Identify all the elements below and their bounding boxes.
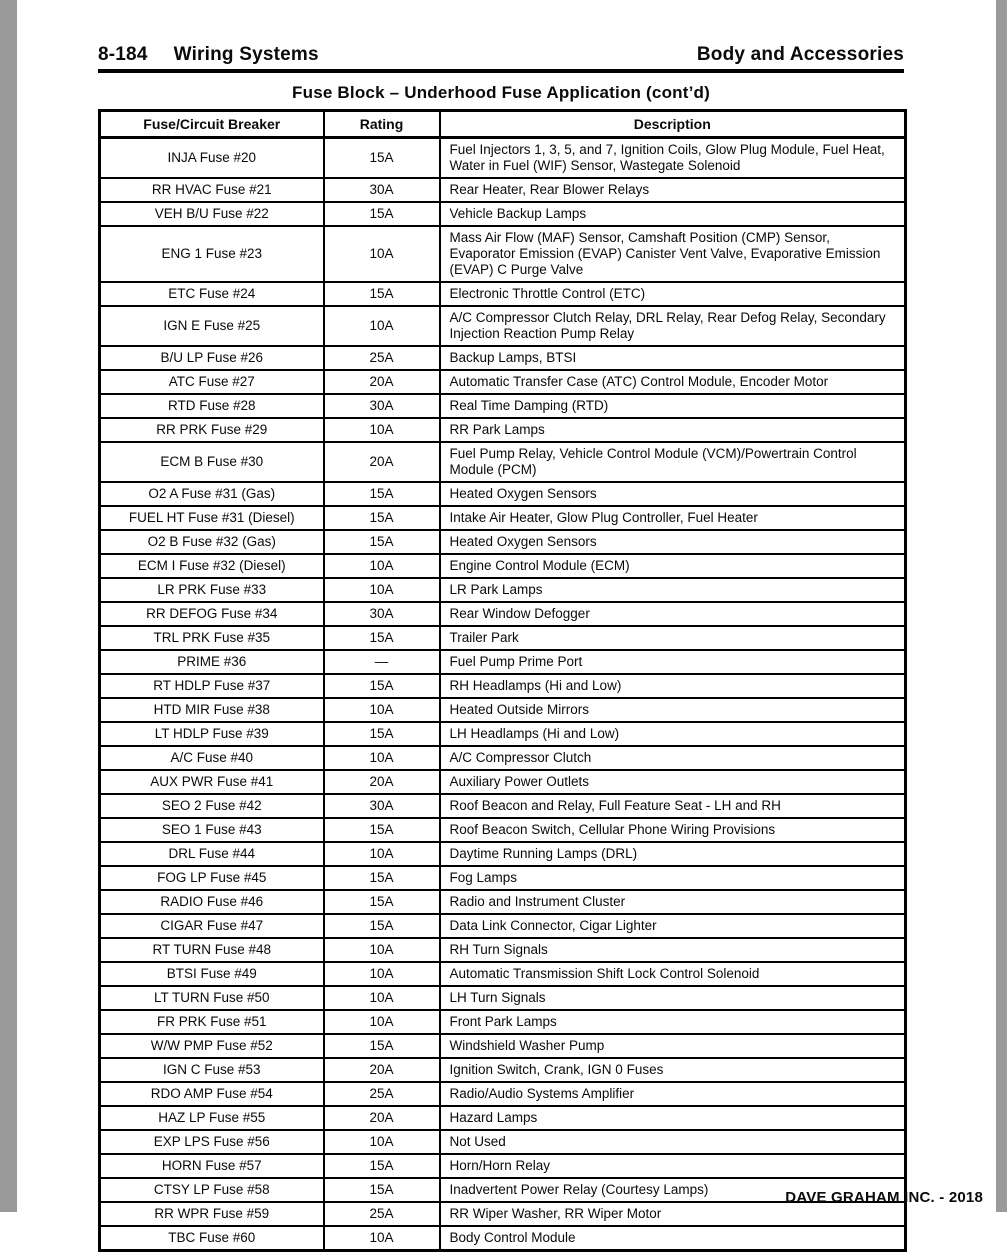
fuse-cell: IGN C Fuse #53 xyxy=(100,1058,324,1082)
rating-cell: 10A xyxy=(324,842,440,866)
table-row xyxy=(100,226,906,282)
table-row xyxy=(100,1082,906,1106)
fuse-cell: LT HDLP Fuse #39 xyxy=(100,722,324,746)
rating-cell: 15A xyxy=(324,282,440,306)
desc-cell: Real Time Damping (RTD) xyxy=(440,394,906,418)
table-row xyxy=(100,842,906,866)
fuse-cell: CIGAR Fuse #47 xyxy=(100,914,324,938)
rating-cell: 10A xyxy=(324,418,440,442)
fuse-cell: PRIME #36 xyxy=(100,650,324,674)
fuse-cell: FOG LP Fuse #45 xyxy=(100,866,324,890)
fuse-cell: FR PRK Fuse #51 xyxy=(100,1010,324,1034)
rating-cell: 10A xyxy=(324,1130,440,1154)
table-row xyxy=(100,938,906,962)
rating-cell: 30A xyxy=(324,394,440,418)
rating-cell: 15A xyxy=(324,202,440,226)
rating-cell: 10A xyxy=(324,1226,440,1251)
fuse-cell: SEO 2 Fuse #42 xyxy=(100,794,324,818)
page-header xyxy=(98,44,904,66)
rating-cell: 10A xyxy=(324,962,440,986)
header-right: Body and Accessories xyxy=(696,44,904,65)
rating-cell: 10A xyxy=(324,578,440,602)
rating-cell: 15A xyxy=(324,1154,440,1178)
rating-cell: 10A xyxy=(324,746,440,770)
rating-cell: 10A xyxy=(324,986,440,1010)
page-content xyxy=(98,44,904,1252)
desc-cell: RR Park Lamps xyxy=(440,418,906,442)
header-rule xyxy=(98,69,904,73)
table-row xyxy=(100,306,906,346)
desc-cell: Rear Window Defogger xyxy=(440,602,906,626)
table-row xyxy=(100,1010,906,1034)
table-row xyxy=(100,138,906,179)
fuse-cell: RADIO Fuse #46 xyxy=(100,890,324,914)
desc-cell: Hazard Lamps xyxy=(440,1106,906,1130)
fuse-cell: ETC Fuse #24 xyxy=(100,282,324,306)
table-row xyxy=(100,650,906,674)
table-row xyxy=(100,1154,906,1178)
desc-cell: A/C Compressor Clutch xyxy=(440,746,906,770)
rating-cell: 15A xyxy=(324,866,440,890)
rating-cell: 15A xyxy=(324,138,440,179)
desc-cell: Windshield Washer Pump xyxy=(440,1034,906,1058)
rating-cell: 10A xyxy=(324,226,440,282)
desc-cell: Radio and Instrument Cluster xyxy=(440,890,906,914)
fuse-cell: HORN Fuse #57 xyxy=(100,1154,324,1178)
rating-cell: 25A xyxy=(324,346,440,370)
fuse-cell: LT TURN Fuse #50 xyxy=(100,986,324,1010)
desc-cell: RH Headlamps (Hi and Low) xyxy=(440,674,906,698)
desc-cell: LH Turn Signals xyxy=(440,986,906,1010)
desc-cell: Inadvertent Power Relay (Courtesy Lamps) xyxy=(440,1178,906,1202)
table-row xyxy=(100,866,906,890)
rating-cell: 30A xyxy=(324,178,440,202)
table-row xyxy=(100,986,906,1010)
desc-cell: Fuel Pump Relay, Vehicle Control Module (VCM)/Powertrain Control Module (PCM) xyxy=(440,442,906,482)
fuse-cell: W/W PMP Fuse #52 xyxy=(100,1034,324,1058)
fuse-cell: RR DEFOG Fuse #34 xyxy=(100,602,324,626)
rating-cell: 15A xyxy=(324,530,440,554)
table-row xyxy=(100,962,906,986)
fuse-cell: A/C Fuse #40 xyxy=(100,746,324,770)
table-row xyxy=(100,202,906,226)
fuse-cell: B/U LP Fuse #26 xyxy=(100,346,324,370)
rating-cell: 10A xyxy=(324,1010,440,1034)
table-row xyxy=(100,1034,906,1058)
rating-cell: 20A xyxy=(324,1106,440,1130)
fuse-cell: VEH B/U Fuse #22 xyxy=(100,202,324,226)
rating-cell: 30A xyxy=(324,602,440,626)
table-row xyxy=(100,482,906,506)
rating-cell: — xyxy=(324,650,440,674)
table-row xyxy=(100,1226,906,1251)
desc-cell: LR Park Lamps xyxy=(440,578,906,602)
desc-cell: Fog Lamps xyxy=(440,866,906,890)
desc-cell: Engine Control Module (ECM) xyxy=(440,554,906,578)
fuse-cell: RR WPR Fuse #59 xyxy=(100,1202,324,1226)
rating-cell: 15A xyxy=(324,890,440,914)
desc-cell: Body Control Module xyxy=(440,1226,906,1251)
fuse-cell: SEO 1 Fuse #43 xyxy=(100,818,324,842)
fuse-cell: ATC Fuse #27 xyxy=(100,370,324,394)
page-number: 8-184 xyxy=(98,44,148,65)
desc-cell: LH Headlamps (Hi and Low) xyxy=(440,722,906,746)
table-row xyxy=(100,746,906,770)
fuse-cell: RR PRK Fuse #29 xyxy=(100,418,324,442)
fuse-cell: FUEL HT Fuse #31 (Diesel) xyxy=(100,506,324,530)
chapter-title: Wiring Systems xyxy=(173,44,319,65)
rating-cell: 15A xyxy=(324,722,440,746)
fuse-cell: TBC Fuse #60 xyxy=(100,1226,324,1251)
desc-cell: Auxiliary Power Outlets xyxy=(440,770,906,794)
table-row xyxy=(100,698,906,722)
fuse-cell: ECM I Fuse #32 (Diesel) xyxy=(100,554,324,578)
desc-cell: Fuel Injectors 1, 3, 5, and 7, Ignition Coils, Glow Plug Module, Fuel Heat, Water in Fuel (WIF) Sensor, Wastegate Solenoid xyxy=(440,138,906,179)
desc-cell: Data Link Connector, Cigar Lighter xyxy=(440,914,906,938)
table-row xyxy=(100,418,906,442)
fuse-cell: RDO AMP Fuse #54 xyxy=(100,1082,324,1106)
desc-cell: A/C Compressor Clutch Relay, DRL Relay, Rear Defog Relay, Secondary Injection Reaction Pump Relay xyxy=(440,306,906,346)
fuse-cell: RT TURN Fuse #48 xyxy=(100,938,324,962)
fuse-cell: TRL PRK Fuse #35 xyxy=(100,626,324,650)
fuse-cell: AUX PWR Fuse #41 xyxy=(100,770,324,794)
rating-cell: 15A xyxy=(324,914,440,938)
table-header-row xyxy=(100,111,906,138)
desc-cell: RR Wiper Washer, RR Wiper Motor xyxy=(440,1202,906,1226)
rating-cell: 20A xyxy=(324,770,440,794)
fuse-cell: DRL Fuse #44 xyxy=(100,842,324,866)
table-row xyxy=(100,530,906,554)
rating-cell: 15A xyxy=(324,506,440,530)
table-row xyxy=(100,890,906,914)
column-header-fuse: Fuse/Circuit Breaker xyxy=(100,111,324,138)
scan-edge-right xyxy=(996,0,1007,1212)
column-header-rating: Rating xyxy=(324,111,440,138)
table-row xyxy=(100,394,906,418)
table-row xyxy=(100,914,906,938)
fuse-cell: IGN E Fuse #25 xyxy=(100,306,324,346)
rating-cell: 10A xyxy=(324,306,440,346)
table-row xyxy=(100,770,906,794)
desc-cell: Intake Air Heater, Glow Plug Controller, Fuel Heater xyxy=(440,506,906,530)
fuse-cell: ENG 1 Fuse #23 xyxy=(100,226,324,282)
desc-cell: Electronic Throttle Control (ETC) xyxy=(440,282,906,306)
desc-cell: RH Turn Signals xyxy=(440,938,906,962)
desc-cell: Mass Air Flow (MAF) Sensor, Camshaft Position (CMP) Sensor, Evaporator Emission (EVAP) Canister Vent Valve, Evaporative Emission (EVAP) C Purge Valve xyxy=(440,226,906,282)
table-row xyxy=(100,578,906,602)
table-row xyxy=(100,442,906,482)
rating-cell: 15A xyxy=(324,674,440,698)
fuse-cell: O2 B Fuse #32 (Gas) xyxy=(100,530,324,554)
desc-cell: Vehicle Backup Lamps xyxy=(440,202,906,226)
scan-edge-left xyxy=(0,0,17,1212)
table-row xyxy=(100,818,906,842)
rating-cell: 30A xyxy=(324,794,440,818)
rating-cell: 20A xyxy=(324,370,440,394)
table-row xyxy=(100,1058,906,1082)
rating-cell: 10A xyxy=(324,698,440,722)
table-row xyxy=(100,282,906,306)
fuse-cell: EXP LPS Fuse #56 xyxy=(100,1130,324,1154)
page-title: Fuse Block – Underhood Fuse Application (cont’d) xyxy=(292,83,710,102)
fuse-cell: HAZ LP Fuse #55 xyxy=(100,1106,324,1130)
table-row xyxy=(100,1106,906,1130)
desc-cell: Radio/Audio Systems Amplifier xyxy=(440,1082,906,1106)
table-row xyxy=(100,178,906,202)
column-header-description: Description xyxy=(440,111,906,138)
table-row xyxy=(100,722,906,746)
fuse-cell: RR HVAC Fuse #21 xyxy=(100,178,324,202)
table-row xyxy=(100,674,906,698)
table-row xyxy=(100,346,906,370)
rating-cell: 15A xyxy=(324,482,440,506)
desc-cell: Horn/Horn Relay xyxy=(440,1154,906,1178)
fuse-cell: RT HDLP Fuse #37 xyxy=(100,674,324,698)
fuse-table xyxy=(98,109,907,1252)
desc-cell: Heated Outside Mirrors xyxy=(440,698,906,722)
desc-cell: Not Used xyxy=(440,1130,906,1154)
table-row xyxy=(100,506,906,530)
page-footer: DAVE GRAHAM INC. - 2018 xyxy=(785,1189,983,1206)
fuse-cell: RTD Fuse #28 xyxy=(100,394,324,418)
rating-cell: 10A xyxy=(324,938,440,962)
fuse-cell: ECM B Fuse #30 xyxy=(100,442,324,482)
fuse-cell: O2 A Fuse #31 (Gas) xyxy=(100,482,324,506)
rating-cell: 15A xyxy=(324,818,440,842)
rating-cell: 20A xyxy=(324,442,440,482)
table-row xyxy=(100,554,906,578)
desc-cell: Roof Beacon and Relay, Full Feature Seat - LH and RH xyxy=(440,794,906,818)
desc-cell: Daytime Running Lamps (DRL) xyxy=(440,842,906,866)
rating-cell: 15A xyxy=(324,626,440,650)
rating-cell: 15A xyxy=(324,1034,440,1058)
desc-cell: Fuel Pump Prime Port xyxy=(440,650,906,674)
rating-cell: 25A xyxy=(324,1202,440,1226)
fuse-cell: CTSY LP Fuse #58 xyxy=(100,1178,324,1202)
desc-cell: Roof Beacon Switch, Cellular Phone Wiring Provisions xyxy=(440,818,906,842)
rating-cell: 20A xyxy=(324,1058,440,1082)
table-row xyxy=(100,602,906,626)
table-row xyxy=(100,370,906,394)
desc-cell: Heated Oxygen Sensors xyxy=(440,530,906,554)
table-row xyxy=(100,794,906,818)
fuse-cell: LR PRK Fuse #33 xyxy=(100,578,324,602)
table-row xyxy=(100,1130,906,1154)
desc-cell: Trailer Park xyxy=(440,626,906,650)
rating-cell: 10A xyxy=(324,554,440,578)
desc-cell: Heated Oxygen Sensors xyxy=(440,482,906,506)
desc-cell: Automatic Transfer Case (ATC) Control Module, Encoder Motor xyxy=(440,370,906,394)
desc-cell: Backup Lamps, BTSI xyxy=(440,346,906,370)
desc-cell: Ignition Switch, Crank, IGN 0 Fuses xyxy=(440,1058,906,1082)
fuse-table-body xyxy=(100,138,906,1251)
desc-cell: Front Park Lamps xyxy=(440,1010,906,1034)
table-row xyxy=(100,626,906,650)
rating-cell: 25A xyxy=(324,1082,440,1106)
header-left xyxy=(98,44,319,66)
fuse-cell: INJA Fuse #20 xyxy=(100,138,324,179)
desc-cell: Automatic Transmission Shift Lock Control Solenoid xyxy=(440,962,906,986)
rating-cell: 15A xyxy=(324,1178,440,1202)
desc-cell: Rear Heater, Rear Blower Relays xyxy=(440,178,906,202)
fuse-cell: HTD MIR Fuse #38 xyxy=(100,698,324,722)
fuse-cell: BTSI Fuse #49 xyxy=(100,962,324,986)
